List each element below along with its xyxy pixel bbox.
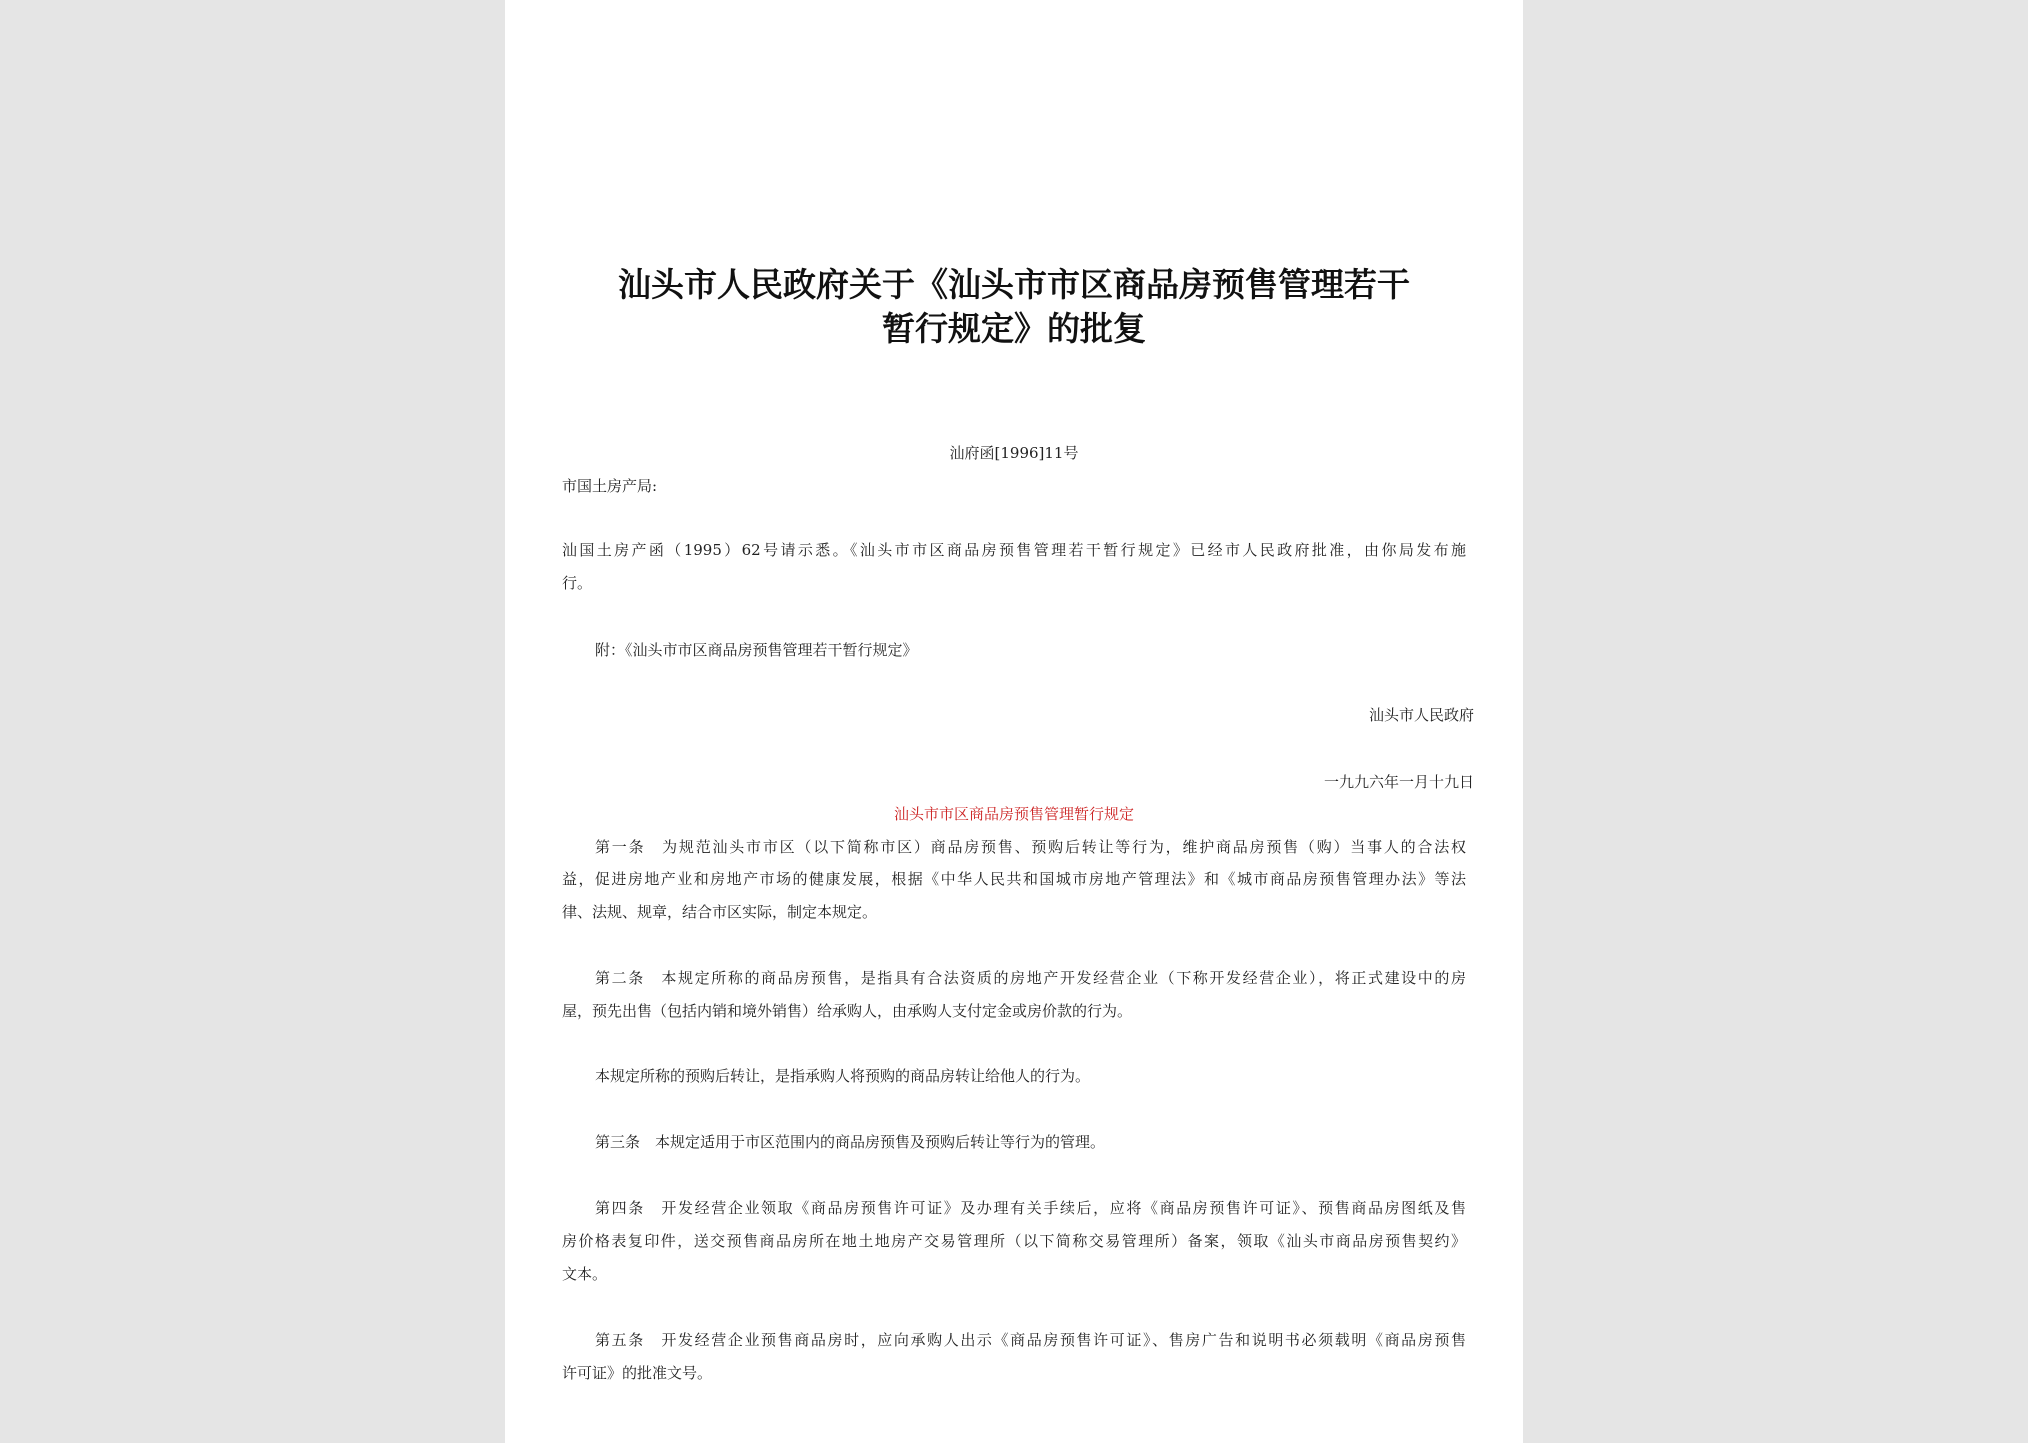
article-1-line: 益，促进房地产业和房地产市场的健康发展，根据《中华人民共和国城市房地产管理法》和《城市商品房预售管理办法》等法 [562, 870, 1466, 888]
article-4-line: 第四条 开发经营企业领取《商品房预售许可证》及办理有关手续后，应将《商品房预售许可证》、预售商品房图纸及售 [595, 1199, 1466, 1217]
document-page [505, 0, 1523, 1443]
article-2-line: 屋，预先出售（包括内销和境外销售）给承购人，由承购人支付定金或房价款的行为。 [562, 1002, 1133, 1020]
article-3: 第三条 本规定适用于市区范围内的商品房预售及预购后转让等行为的管理。 [595, 1133, 1106, 1151]
article-1-line: 第一条 为规范汕头市市区（以下简称市区）商品房预售、预购后转让等行为，维护商品房预售（购）当事人的合法权 [595, 838, 1466, 856]
document-title-line-1: 汕头市人民政府关于《汕头市市区商品房预售管理若干 [618, 265, 1410, 304]
addressee: 市国土房产局: [562, 477, 658, 495]
section-title: 汕头市市区商品房预售管理暂行规定 [893, 805, 1134, 823]
article-5-line: 第五条 开发经营企业预售商品房时，应向承购人出示《商品房预售许可证》、售房广告和说明书必须载明《商品房预售 [595, 1331, 1466, 1349]
article-4-line: 房价格表复印件，送交预售商品房所在地土地房产交易管理所（以下简称交易管理所）备案，领取《汕头市商品房预售契约》 [562, 1232, 1466, 1250]
document-number: 汕府函[1996]11号 [949, 444, 1079, 462]
article-5-line: 许可证》的批准文号。 [562, 1364, 713, 1382]
body-paragraph-line: 行。 [562, 574, 593, 592]
signature: 汕头市人民政府 [1368, 706, 1474, 724]
body-paragraph-line: 汕国土房产函（1995）62号请示悉。《汕头市市区商品房预售管理若干暂行规定》已经市人民政府批准，由你局发布施 [562, 541, 1466, 559]
article-1-line: 律、法规、规章，结合市区实际，制定本规定。 [562, 903, 878, 921]
article-2-paragraph-2: 本规定所称的预购后转让，是指承购人将预购的商品房转让给他人的行为。 [595, 1067, 1091, 1085]
article-2-line: 第二条 本规定所称的商品房预售，是指具有合法资质的房地产开发经营企业（下称开发经营企业），将正式建设中的房 [595, 969, 1466, 987]
document-date: 一九九六年一月十九日 [1323, 773, 1474, 791]
attachment-note: 附：《汕头市市区商品房预售管理若干暂行规定》 [595, 641, 918, 659]
document-title-line-2: 暂行规定》的批复 [882, 309, 1146, 348]
article-4-line: 文本。 [562, 1265, 608, 1283]
